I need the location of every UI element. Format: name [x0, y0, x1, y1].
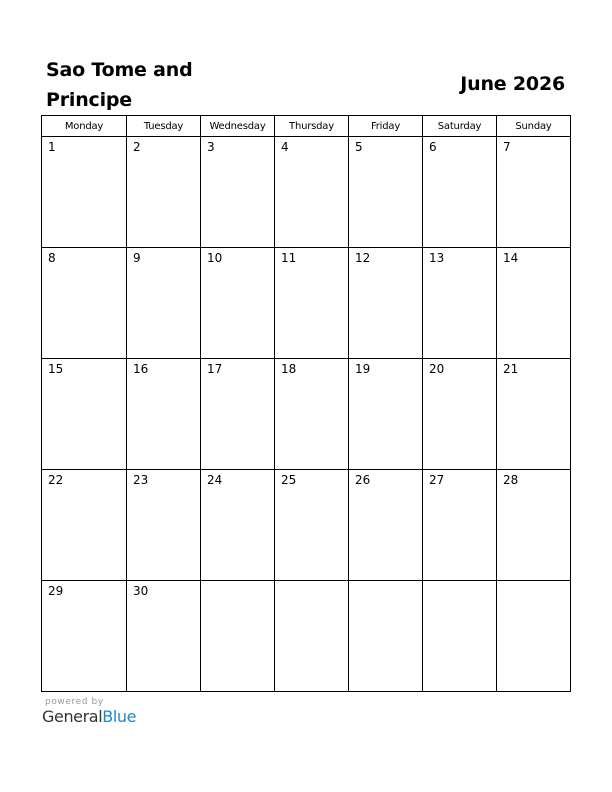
day-number [349, 581, 422, 584]
day-cell [201, 581, 275, 692]
weekday-header-row [42, 116, 571, 137]
day-number: 9 [133, 251, 141, 265]
day-cell [127, 470, 201, 581]
week-row [42, 581, 571, 692]
day-number: 5 [355, 140, 363, 154]
day-number: 13 [429, 251, 445, 265]
day-number: 15 [48, 362, 64, 376]
day-number: 3 [207, 140, 215, 154]
day-number: 18 [281, 362, 297, 376]
day-cell [275, 248, 349, 359]
day-cell [127, 581, 201, 692]
day-cell [42, 359, 127, 470]
day-cell [349, 581, 423, 692]
day-cell [275, 581, 349, 692]
day-cell [497, 248, 571, 359]
day-cell [127, 248, 201, 359]
day-cell [201, 137, 275, 248]
day-cell [349, 137, 423, 248]
day-cell [201, 470, 275, 581]
week-row [42, 248, 571, 359]
day-cell [497, 359, 571, 470]
calendar-country-title: Sao Tome and Principe [46, 59, 193, 111]
day-number [275, 581, 348, 584]
brand-blue: Blue [102, 707, 137, 726]
day-number: 19 [355, 362, 371, 376]
day-number: 8 [48, 251, 56, 265]
day-number: 21 [503, 362, 519, 376]
day-number: 20 [429, 362, 445, 376]
day-number: 11 [281, 251, 297, 265]
day-cell [127, 137, 201, 248]
day-number: 17 [207, 362, 223, 376]
day-number: 28 [503, 473, 519, 487]
day-number: 16 [133, 362, 149, 376]
day-number: 6 [429, 140, 437, 154]
day-cell [423, 137, 497, 248]
day-cell [275, 470, 349, 581]
day-number: 29 [48, 584, 64, 598]
day-number: 23 [133, 473, 149, 487]
day-cell [42, 470, 127, 581]
weekday-sunday: Sunday [497, 116, 571, 137]
day-number: 7 [503, 140, 511, 154]
day-cell [127, 359, 201, 470]
calendar-month-title: June 2026 [460, 73, 565, 95]
weekday-saturday: Saturday [423, 116, 497, 137]
day-cell [349, 248, 423, 359]
day-cell [497, 470, 571, 581]
day-cell [423, 581, 497, 692]
day-cell [275, 359, 349, 470]
day-number [497, 581, 570, 584]
day-number: 30 [133, 584, 149, 598]
day-number: 2 [133, 140, 141, 154]
day-number: 25 [281, 473, 297, 487]
generalblue-logo[interactable] [42, 707, 136, 726]
day-number: 22 [48, 473, 64, 487]
weekday-monday: Monday [42, 116, 127, 137]
day-number [201, 581, 274, 584]
weekday-wednesday: Wednesday [201, 116, 275, 137]
day-cell [42, 248, 127, 359]
day-cell [497, 137, 571, 248]
powered-by-text: powered by [45, 697, 104, 707]
week-row [42, 137, 571, 248]
day-cell [349, 470, 423, 581]
weekday-tuesday: Tuesday [127, 116, 201, 137]
day-number: 10 [207, 251, 223, 265]
day-number: 4 [281, 140, 289, 154]
day-cell [42, 581, 127, 692]
day-cell [497, 581, 571, 692]
day-cell [423, 470, 497, 581]
day-cell [423, 248, 497, 359]
day-cell [275, 137, 349, 248]
day-number: 12 [355, 251, 371, 265]
day-cell [201, 359, 275, 470]
day-cell [201, 248, 275, 359]
day-number [423, 581, 496, 584]
brand-general: General [42, 707, 103, 726]
weekday-friday: Friday [349, 116, 423, 137]
week-row [42, 470, 571, 581]
day-number: 14 [503, 251, 519, 265]
weekday-thursday: Thursday [275, 116, 349, 137]
day-cell [42, 137, 127, 248]
calendar-grid [41, 115, 571, 692]
day-cell [423, 359, 497, 470]
day-number: 24 [207, 473, 223, 487]
day-number: 26 [355, 473, 371, 487]
day-cell [349, 359, 423, 470]
day-number: 1 [48, 140, 56, 154]
week-row [42, 359, 571, 470]
day-number: 27 [429, 473, 445, 487]
